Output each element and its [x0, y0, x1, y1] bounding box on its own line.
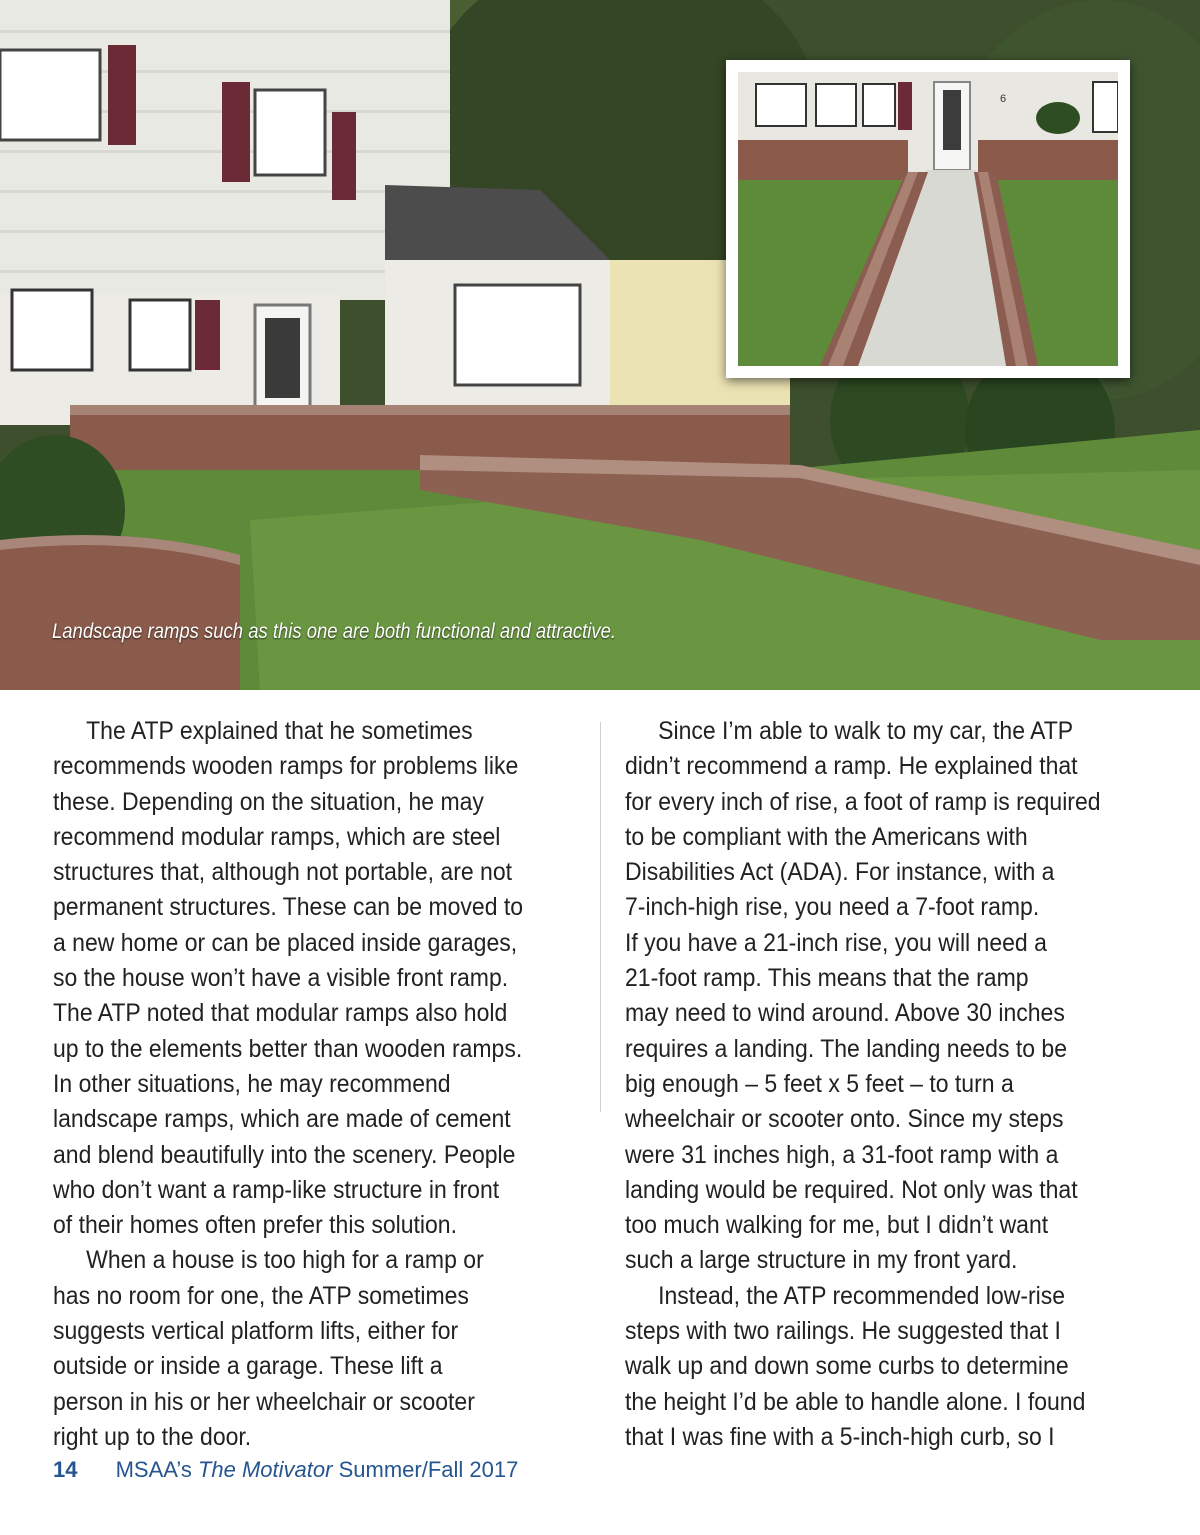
paragraph: The ATP explained that he sometimes recommends wooden ramps for problems like these. Depending on the situation, he may recommend modular ramps, which are steel structures that, although not portable, are not permanent structures. These can be moved to a new home or can be placed inside garages, so the house won’t have a visible front ramp. The ATP noted that modular ramps also hold up to the elements better than wooden ramps. In other situations, he may recommend landscape ramps, which are made of cement and blend beautifully into the scenery. People who don’t want a ramp-like structure in front of their homes often prefer this solution. — [53, 717, 524, 1240]
article-column-right — [625, 714, 1113, 1455]
paragraph: Instead, the ATP recommended low-rise steps with two railings. He suggested that I walk up and down some curbs to determine the height I’d be able to handle alone. I found that I was fine with a 5-inch-high curb, so I — [625, 1281, 1086, 1451]
photo-caption: Landscape ramps such as this one are both functional and attractive. — [52, 620, 616, 643]
article-column-left — [53, 714, 541, 1455]
page-footer — [53, 1457, 518, 1483]
column-divider — [600, 722, 601, 1112]
house-number: 6 — [1000, 93, 1007, 105]
walkway-photo — [738, 72, 1118, 366]
paragraph: Since I’m able to walk to my car, the ATP didn’t recommend a ramp. He explained that for every inch of rise, a foot of ramp is required to be compliant with the Americans with Disabilities Act (ADA). For instance, with a 7-inch-high rise, you need a 7-foot ramp. If you have a 21-inch rise, you will need a 21-foot ramp. This means that the ramp may need to wind around. Above 30 inches requires a landing. The landing needs to be big enough – 5 feet x 5 feet – to turn a wheelchair or scooter onto. Since my steps were 31 inches high, a 31-foot ramp with a landing would be required. Not only was that too much walking for me, but I didn’t want such a large structure in my front yard. — [625, 717, 1101, 1275]
publisher-name: MSAA’s — [115, 1457, 192, 1482]
inset-photo-frame — [726, 60, 1130, 378]
magazine-title: The Motivator — [197, 1457, 333, 1482]
paragraph: When a house is too high for a ramp or has no room for one, the ATP sometimes suggests vertical platform lifts, either for outside or inside a garage. These lift a person in his or her wheelchair or scooter right up to the door. — [53, 1246, 484, 1451]
page-number: 14 — [53, 1457, 78, 1482]
issue-label: Summer/Fall 2017 — [338, 1457, 519, 1482]
